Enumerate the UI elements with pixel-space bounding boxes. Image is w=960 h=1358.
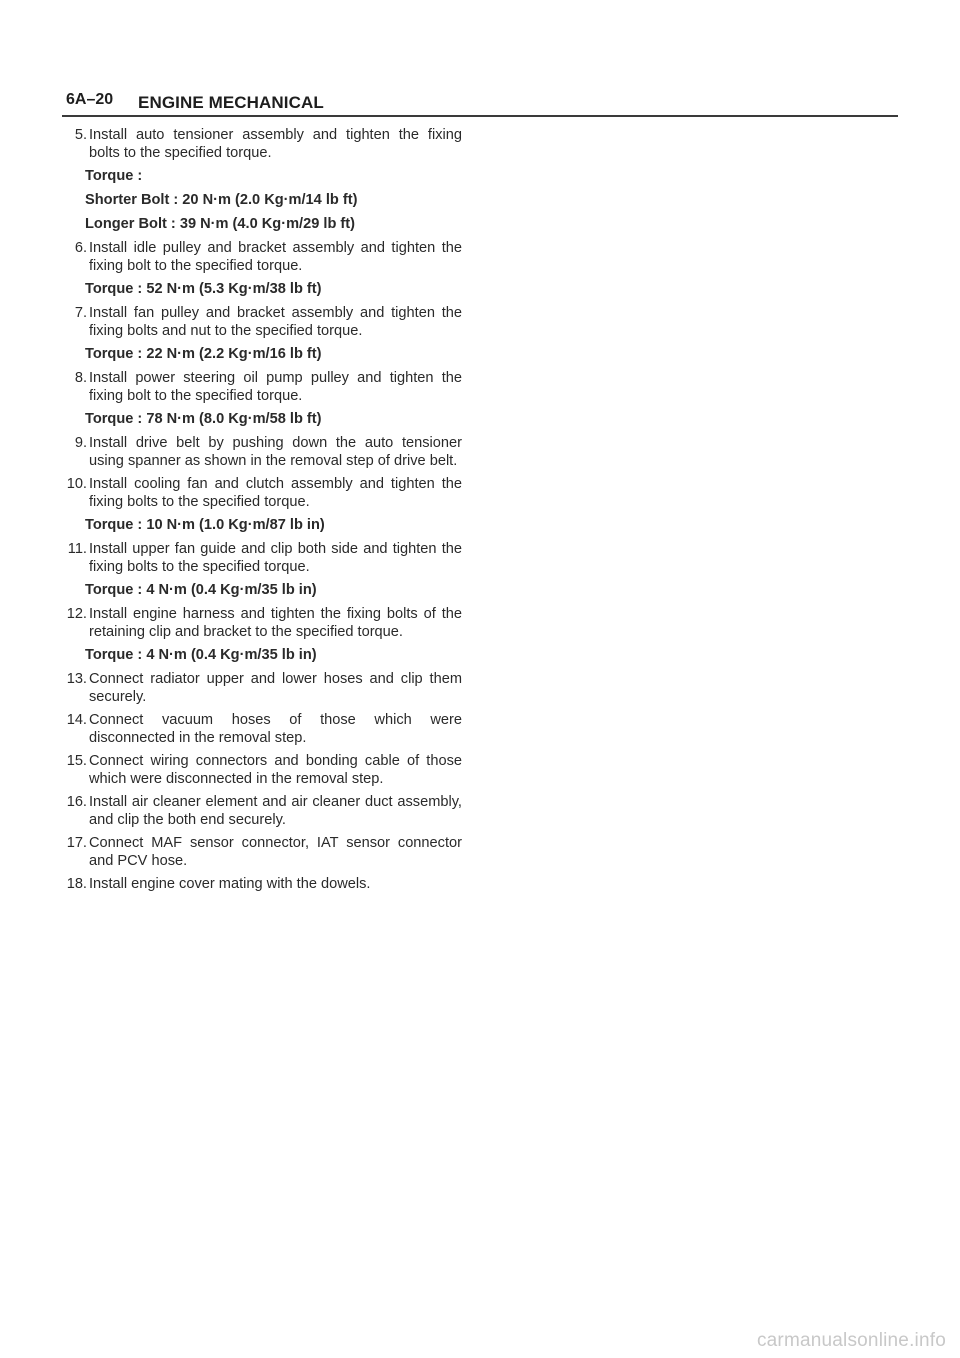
step-number: 5.: [74, 127, 87, 143]
procedure-step: [60, 126, 462, 162]
step-number: 10.: [66, 476, 87, 492]
procedure-step: [60, 304, 462, 340]
procedure-step: [60, 875, 462, 893]
step-text: Install idle pulley and bracket assembly and tighten the fixing bolt to the specified torque.: [89, 240, 462, 274]
step-number: 16.: [66, 794, 87, 810]
step-text: Install air cleaner element and air cleaner duct assembly, and clip the both end securely.: [89, 794, 462, 828]
procedure-step: [60, 670, 462, 706]
procedure-steps: [60, 126, 462, 898]
procedure-step: [60, 793, 462, 829]
procedure-step: [60, 752, 462, 788]
step-text: Connect MAF sensor connector, IAT sensor connector and PCV hose.: [89, 835, 462, 869]
step-number: 9.: [74, 435, 87, 451]
torque-spec: Torque : 4 N·m (0.4 Kg·m/35 lb in): [85, 582, 317, 598]
step-text: Install drive belt by pushing down the auto tensioner using spanner as shown in the removal step of drive belt.: [89, 435, 462, 469]
torque-spec: Torque : 4 N·m (0.4 Kg·m/35 lb in): [85, 647, 317, 663]
step-text: Connect radiator upper and lower hoses and clip them securely.: [89, 671, 462, 705]
section-title: ENGINE MECHANICAL: [138, 93, 324, 112]
step-number: 15.: [66, 753, 87, 769]
step-text: Install cooling fan and clutch assembly and tighten the fixing bolts to the specified torque.: [89, 476, 462, 510]
step-text: Connect vacuum hoses of those which were disconnected in the removal step.: [89, 712, 462, 746]
step-number: 11.: [67, 541, 87, 557]
page-number: 6A–20: [66, 91, 114, 108]
step-text: Install engine harness and tighten the fixing bolts of the retaining clip and bracket to the specified torque.: [89, 606, 462, 640]
header-divider: [62, 115, 898, 117]
torque-spec: Longer Bolt : 39 N·m (4.0 Kg·m/29 lb ft): [85, 216, 355, 232]
torque-spec: Torque : 22 N·m (2.2 Kg·m/16 lb ft): [85, 346, 322, 362]
torque-spec: Torque :: [85, 168, 143, 184]
step-number: 18.: [66, 876, 87, 892]
procedure-step: [60, 434, 462, 470]
procedure-step: [60, 605, 462, 641]
page-header: [0, 0, 960, 120]
procedure-step: [60, 239, 462, 275]
step-number: 6.: [74, 240, 87, 256]
torque-spec: Torque : 52 N·m (5.3 Kg·m/38 lb ft): [85, 281, 322, 297]
procedure-step: [60, 369, 462, 405]
step-text: Install engine cover mating with the dowels.: [89, 876, 371, 892]
step-text: Install upper fan guide and clip both side and tighten the fixing bolts to the specified torque.: [89, 541, 462, 575]
torque-spec: Shorter Bolt : 20 N·m (2.0 Kg·m/14 lb ft): [85, 192, 358, 208]
step-text: Connect wiring connectors and bonding cable of those which were disconnected in the removal step.: [89, 753, 462, 787]
procedure-step: [60, 834, 462, 870]
step-number: 14.: [66, 712, 87, 728]
torque-spec: Torque : 10 N·m (1.0 Kg·m/87 lb in): [85, 517, 325, 533]
site-watermark: carmanualsonline.info: [756, 1330, 946, 1351]
step-text: Install fan pulley and bracket assembly and tighten the fixing bolts and nut to the specified torque.: [89, 305, 462, 339]
procedure-step: [60, 475, 462, 511]
torque-spec: Torque : 78 N·m (8.0 Kg·m/58 lb ft): [85, 411, 322, 427]
step-number: 12.: [66, 606, 87, 622]
step-number: 17.: [66, 835, 87, 851]
step-number: 13.: [66, 671, 87, 687]
procedure-step: [60, 711, 462, 747]
step-text: Install auto tensioner assembly and tighten the fixing bolts to the specified torque.: [89, 127, 462, 161]
step-number: 8.: [74, 370, 87, 386]
step-text: Install power steering oil pump pulley and tighten the fixing bolt to the specified torque.: [89, 370, 462, 404]
procedure-step: [60, 540, 462, 576]
step-number: 7.: [74, 305, 87, 321]
